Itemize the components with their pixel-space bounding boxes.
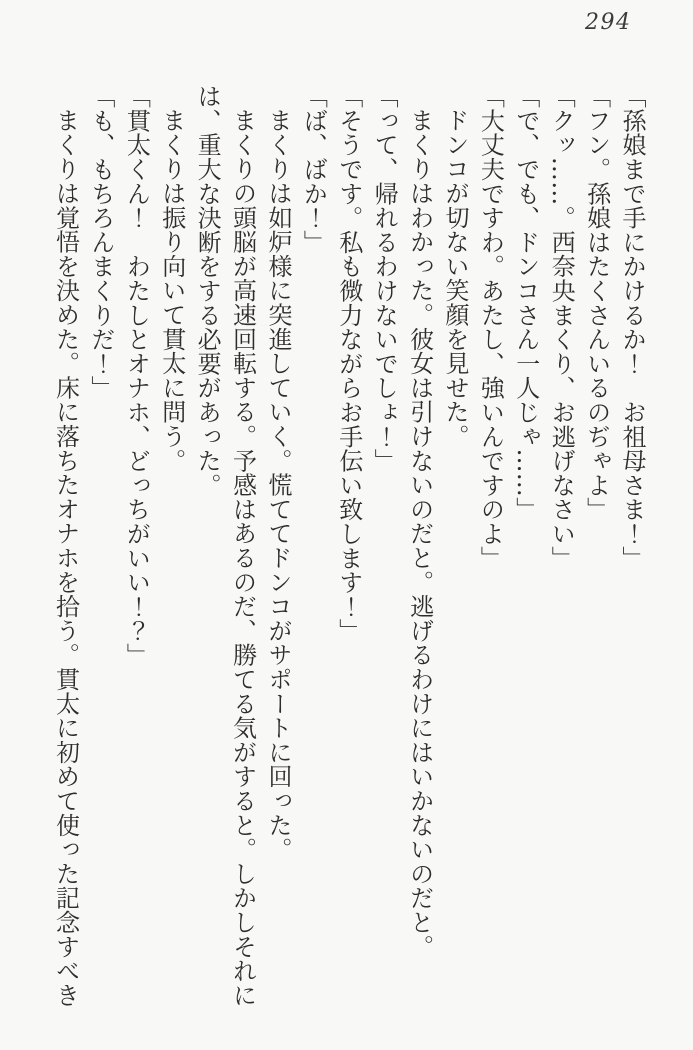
text-line: 「で、でも、ドンコさん一人じゃ……」 bbox=[511, 84, 540, 522]
text-line: 「貫太くん！ わたしとオナホ、どっちがいい！？」 bbox=[122, 84, 151, 668]
text-line: 「そうです。私も微力ながらお手伝い致します！」 bbox=[334, 84, 363, 643]
text-line: まくりはわかった。彼女は引けないのだと。逃げるわけにはいかないのだと。 bbox=[405, 108, 434, 959]
text-line: 「も、もちろんまくりだ！」 bbox=[86, 84, 115, 400]
text-line: ドンコが切ない笑顔を見せた。 bbox=[440, 108, 469, 449]
text-line: まくりは覚悟を決めた。床に落ちたオナホを拾う。貫太に初めて使った記念すべき bbox=[51, 108, 80, 1008]
text-line: 「大丈夫ですわ。あたし、強いんですのよ」 bbox=[476, 84, 505, 570]
text-line: まくりの頭脳が高速回転する。予感はあるのだ、勝てる気がすると。しかしそれに bbox=[228, 108, 257, 1008]
text-line: 「ば、ばか！」 bbox=[299, 84, 328, 255]
text-line: 「孫娘まで手にかけるか！ お祖母さま！」 bbox=[618, 84, 646, 570]
text-line: まくりは如炉様に突進していく。慌ててドンコがサポートに回った。 bbox=[263, 108, 292, 862]
text-line: まくりは振り向いて貫太に問う。 bbox=[157, 108, 186, 473]
text-line: は、重大な決断をする必要があった。 bbox=[193, 84, 222, 498]
text-line: 「クッ……。西奈央まくり、お逃げなさい」 bbox=[547, 84, 576, 570]
page-text-body bbox=[47, 84, 649, 1026]
text-line: 「フン。孫娘はたくさんいるのぢゃよ」 bbox=[582, 84, 611, 522]
page-number: 294 bbox=[585, 10, 632, 35]
text-line: 「って、帰れるわけないでしょ！」 bbox=[370, 84, 399, 473]
